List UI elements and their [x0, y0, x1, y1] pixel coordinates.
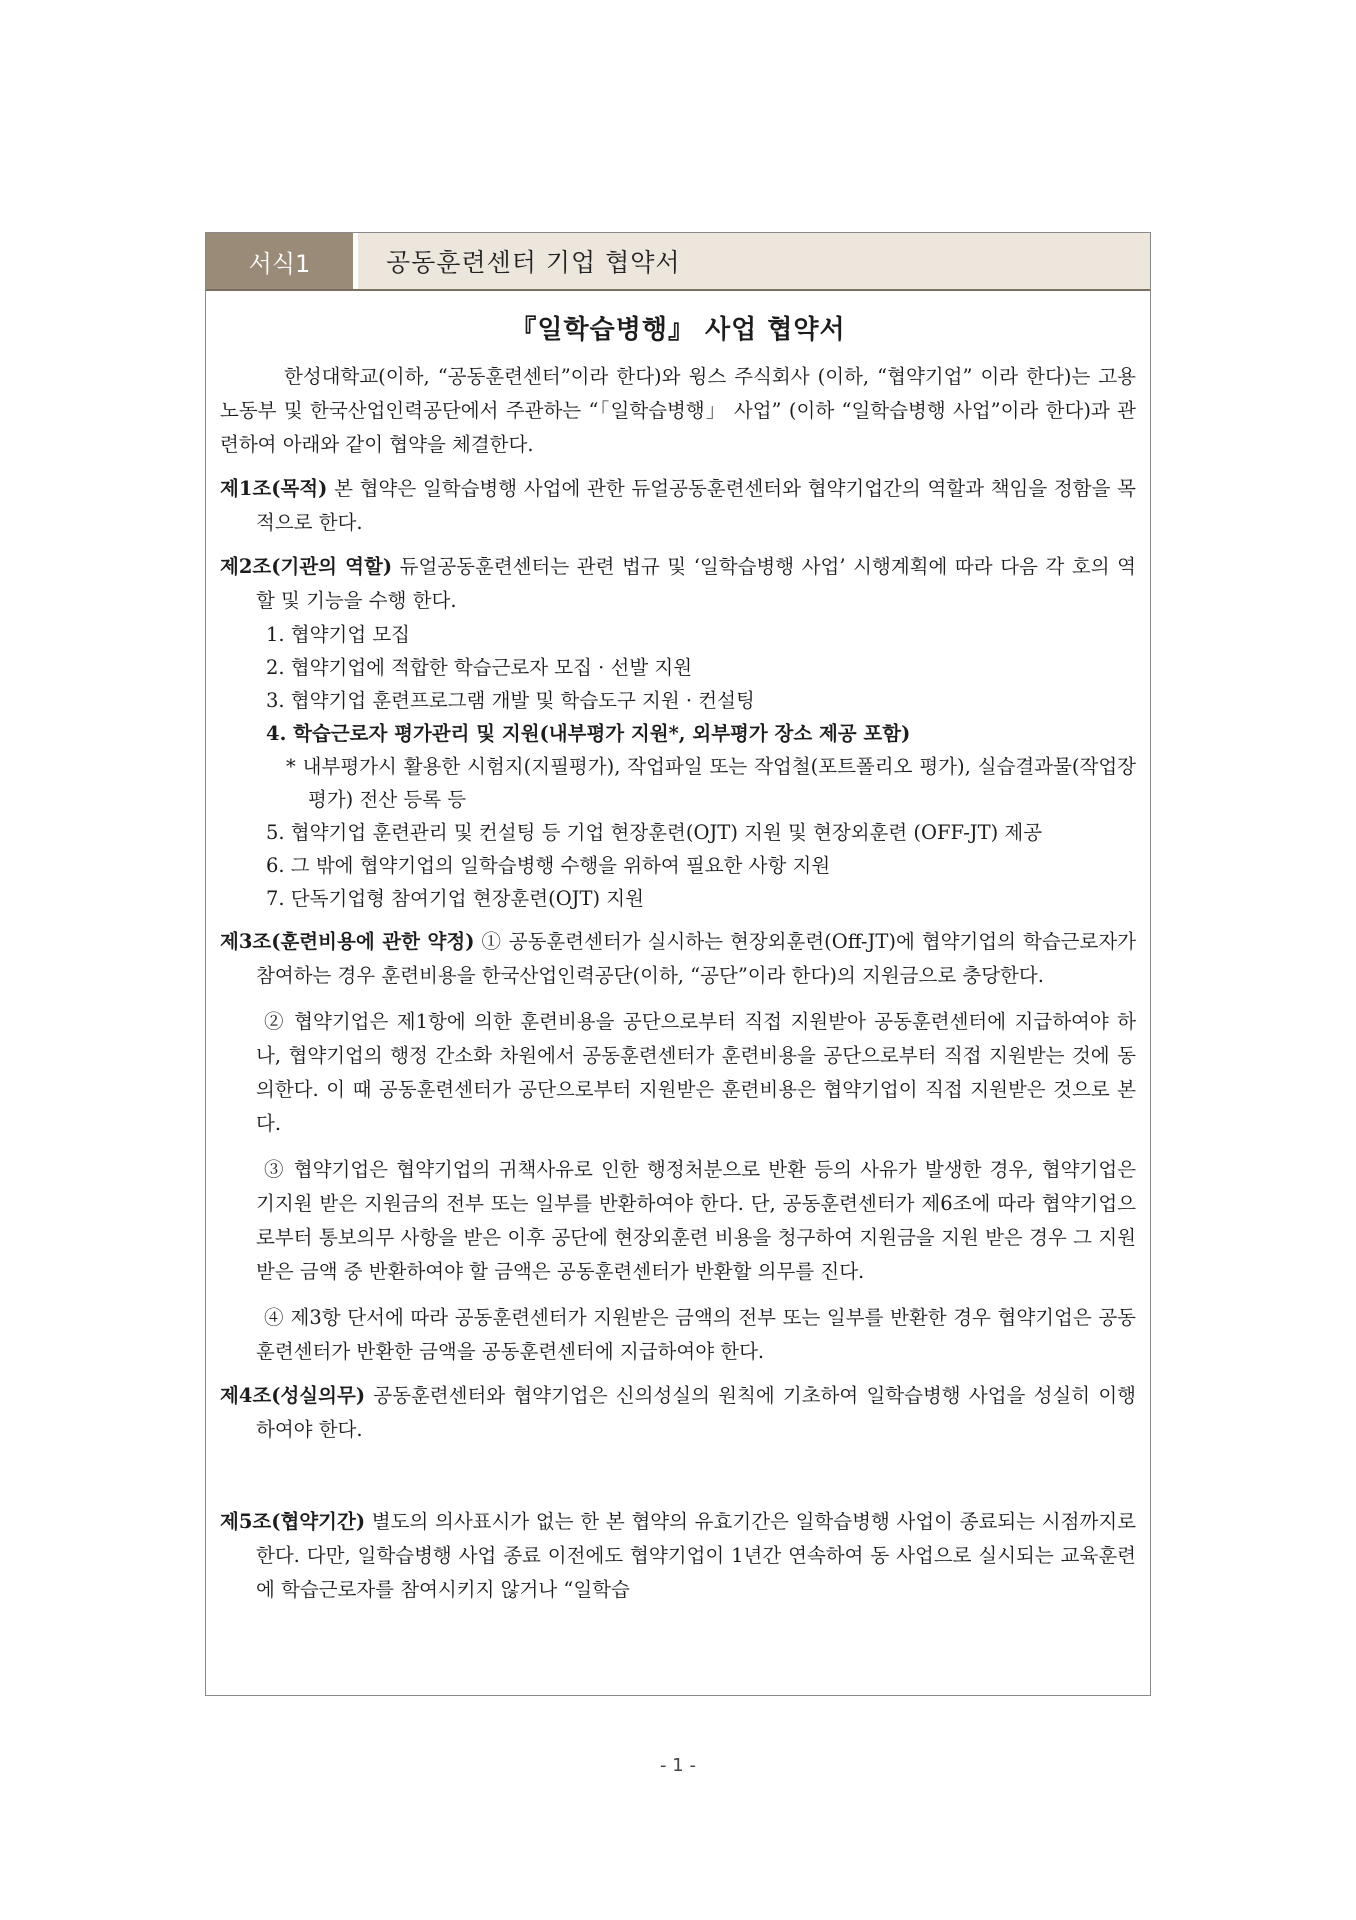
- article-3-paragraph-4: ④ 제3항 단서에 따라 공동훈련센터가 지원받은 금액의 전부 또는 일부를 반환한 경우 협약기업은 공동훈련센터가 반환한 금액을 공동훈련센터에 지급하여야 한다.: [256, 1306, 1136, 1363]
- list-item: 6. 그 밖에 협약기업의 일학습병행 수행을 위하여 필요한 사항 지원: [266, 854, 831, 877]
- list-item: 4. 학습근로자 평가관리 및 지원(내부평가 지원*, 외부평가 장소 제공 포함): [266, 722, 911, 745]
- list-item: 1. 협약기업 모집: [266, 623, 411, 646]
- article-2-items: [220, 618, 1136, 750]
- article-3: [220, 925, 1136, 993]
- article-3-body: ① 공동훈련센터가 실시하는 현장외훈련(Off-JT)에 협약기업의 학습근로자가 참여하는 경우 훈련비용을 한국산업인력공단(이하, “공단”이라 한다)의 지원금으로 충당한다.: [256, 930, 1137, 987]
- article-5-body: 별도의 의사표시가 없는 한 본 협약의 유효기간은 일학습병행 사업이 종료되는 시점까지로 한다. 다만, 일학습병행 사업 종료 이전에도 협약기업이 1년간 연속하여 동 사업으로 실시되는 교육훈련에 학습근로자를 참여시키지 않거나 “일학습: [256, 1510, 1136, 1601]
- article-5: [220, 1505, 1136, 1607]
- article-2: [220, 550, 1136, 618]
- article-4-heading: 제4조(성실의무): [220, 1384, 366, 1407]
- page-number: - 1 -: [660, 1755, 696, 1776]
- article-1-heading: 제1조(목적): [220, 477, 328, 500]
- form-title: 공동훈련센터 기업 협약서: [358, 233, 1150, 289]
- article-3-paragraph-2: ② 협약기업은 제1항에 의한 훈련비용을 공단으로부터 직접 지원받아 공동훈련센터에 지급하여야 하나, 협약기업의 행정 간소화 차원에서 공동훈련센터가 훈련비용을 공단으로부터 직접 지원받는 것에 동의한다. 이 때 공동훈련센터가 공단으로부터 지원받은 훈련비용은 협약기업이 직접 지원받은 것으로 본다.: [256, 1010, 1136, 1135]
- intro-paragraph: 한성대학교(이하, “공동훈련센터”이라 한다)와 윙스 주식회사 (이하, “협약기업” 이라 한다)는 고용노동부 및 한국산업인력공단에서 주관하는 “「일학습병행」 사업” (이하 “일학습병행 사업”이라 한다)과 관련하여 아래와 같이 협약을 체결한다.: [220, 365, 1136, 456]
- list-item: 7. 단독기업형 참여기업 현장훈련(OJT) 지원: [266, 887, 644, 910]
- article-3-paragraph-3: ③ 협약기업은 협약기업의 귀책사유로 인한 행정처분으로 반환 등의 사유가 발생한 경우, 협약기업은 기지원 받은 지원금의 전부 또는 일부를 반환하여야 한다. 단, 공동훈련센터가 제6조에 따라 협약기업으로부터 통보의무 사항을 받은 이후 공단에 현장외훈련 비용을 청구하여 지원금을 지원 받은 경우 그 지원 받은 금액 중 반환하여야 할 금액은 공동훈련센터가 반환할 의무를 진다.: [256, 1158, 1136, 1283]
- article-2-items-cont: [220, 816, 1136, 915]
- form-tag: 서식1: [206, 233, 353, 289]
- footnote: * 내부평가시 활용한 시험지(지필평가), 작업파일 또는 작업철(포트폴리오 평가), 실습결과물(작업장 평가) 전산 등록 등: [286, 755, 1136, 811]
- list-item: 3. 협약기업 훈련프로그램 개발 및 학습도구 지원 · 컨설팅: [266, 689, 755, 712]
- document-frame: [205, 232, 1151, 1696]
- article-4: [220, 1379, 1136, 1447]
- form-header: [206, 233, 1150, 291]
- list-item: 2. 협약기업에 적합한 학습근로자 모집 · 선발 지원: [266, 656, 693, 679]
- article-2-body: 듀얼공동훈련센터는 관련 법규 및 ‘일학습병행 사업’ 시행계획에 따라 다음 각 호의 역할 및 기능을 수행 한다.: [256, 555, 1136, 612]
- article-1: [220, 472, 1136, 540]
- article-4-body: 공동훈련센터와 협약기업은 신의성실의 원칙에 기초하여 일학습병행 사업을 성실히 이행하여야 한다.: [256, 1384, 1136, 1441]
- list-item: 5. 협약기업 훈련관리 및 컨설팅 등 기업 현장훈련(OJT) 지원 및 현장외훈련 (OFF-JT) 제공: [266, 821, 1043, 844]
- article-3-heading: 제3조(훈련비용에 관한 약정): [220, 930, 475, 953]
- article-1-body: 본 협약은 일학습병행 사업에 관한 듀얼공동훈련센터와 협약기업간의 역할과 책임을 정함을 목적으로 한다.: [256, 477, 1136, 534]
- article-5-heading: 제5조(협약기간): [220, 1510, 366, 1533]
- document-body: [206, 309, 1150, 1607]
- document-title: 『일학습병행』 사업 협약서: [510, 315, 846, 345]
- article-2-heading: 제2조(기관의 역할): [220, 555, 393, 578]
